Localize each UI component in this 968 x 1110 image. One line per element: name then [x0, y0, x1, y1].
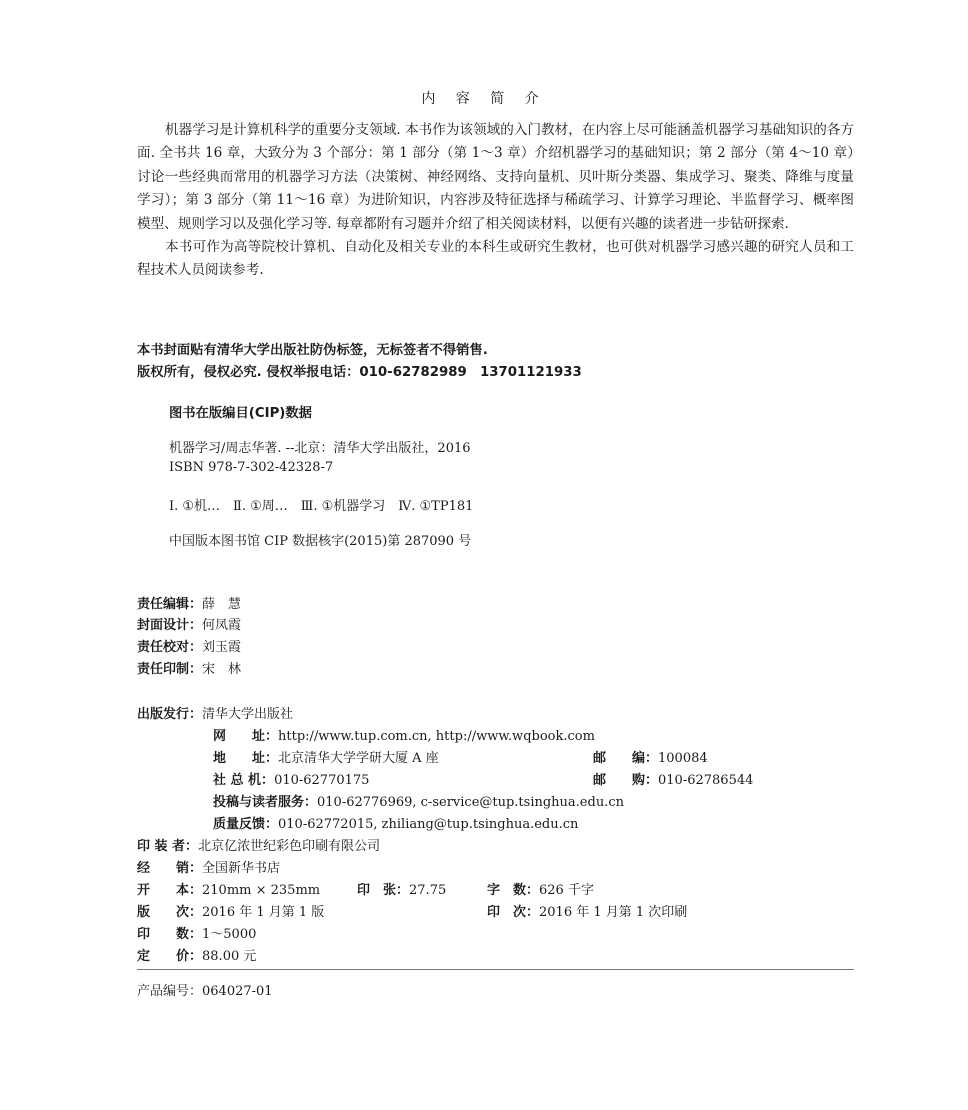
format-value: 210mm × 235mm	[202, 883, 321, 898]
zip-value: 100084	[658, 751, 708, 766]
edition-value: 2016 年 1 月第 1 版	[202, 905, 325, 920]
product-code-row	[137, 980, 273, 999]
anti-counterfeit-notice: 本书封面贴有清华大学出版社防伪标签，无标签者不得销售.	[137, 343, 488, 358]
distributor-value: 全国新华书店	[202, 861, 281, 876]
product-code-label: 产品编号：	[137, 984, 203, 999]
zip-label: 邮 编：	[593, 751, 659, 766]
format-label: 开 本：	[137, 883, 203, 898]
mailorder-value: 010-62786544	[658, 773, 754, 788]
switchboard-label: 社 总 机：	[213, 773, 275, 788]
printing-row	[487, 901, 687, 920]
cip-isbn: ISBN 978-7-302-42328-7	[169, 460, 334, 475]
copies-value: 1～5000	[202, 927, 257, 942]
staff-label: 责任校对：	[137, 640, 203, 655]
intro-paragraph-2: 本书可作为高等院校计算机、自动化及相关专业的本科生或研究生教材，也可供对机器学习感兴趣的研究人员和工程技术人员阅读参考.	[137, 239, 854, 279]
sheets-label: 印 张：	[357, 883, 410, 898]
distributor-label: 经 销：	[137, 861, 203, 876]
product-code-value: 064027-01	[202, 984, 273, 999]
cip-record-number: 中国版本图书馆 CIP 数据核字(2015)第 287090 号	[169, 534, 472, 549]
publisher-quality-row	[213, 813, 578, 832]
staff-cover-design	[137, 614, 241, 633]
divider-line	[137, 969, 854, 970]
publisher-name: 清华大学出版社	[202, 707, 294, 722]
website-label: 网 址：	[213, 729, 279, 744]
intro-paragraph-1: 机器学习是计算机科学的重要分支领域. 本书作为该领域的入门教材，在内容上尽可能涵盖机器学习基础知识的各方面. 全书共 16 章，大致分为 3 个部分：第 1 部分（第 1～3 章）介绍机器学习的基础知识；第 2 部分（第 4～10 章）讨论一些经典而常用的机器学习方法（决策树、神经网络、支持向量机、贝叶斯分类器、集成学习、聚类、降维与度量学习）；第 3 部分（第 11～16 章）为进阶知识，内容涉及特征选择与稀疏学习、计算学习理论、半监督学习、概率图模型、规则学习以及强化学习等. 每章都附有习题并介绍了相关阅读材料，以便有兴趣的读者进一步钻研探索.	[137, 122, 854, 232]
switchboard-value: 010-62770175	[274, 773, 370, 788]
service-value: 010-62776969, c-service@tup.tsinghua.edu.cn	[317, 795, 624, 810]
quality-label: 质量反馈：	[213, 817, 279, 832]
sheets-value: 27.75	[409, 883, 447, 898]
publisher-label: 出版发行：	[137, 707, 203, 722]
printer-value: 北京亿浓世纪彩色印刷有限公司	[198, 839, 381, 854]
price-value: 88.00 元	[202, 949, 257, 964]
printing-value: 2016 年 1 月第 1 次印刷	[539, 905, 688, 920]
printer-row	[137, 835, 380, 854]
staff-proofreader	[137, 636, 241, 655]
staff-label: 封面设计：	[137, 618, 203, 633]
word-count-row	[487, 879, 594, 898]
intro-body	[137, 119, 854, 283]
mailorder-label: 邮 购：	[593, 773, 659, 788]
cip-title-line: 机器学习/周志华著. --北京：清华大学出版社，2016	[169, 441, 471, 456]
staff-value: 薛 慧	[202, 597, 242, 612]
publisher-website-row	[213, 725, 595, 744]
staff-editor	[137, 593, 241, 612]
address-label: 地 址：	[213, 751, 279, 766]
cip-classification: Ⅰ. ①机… Ⅱ. ①周… Ⅲ. ①机器学习 Ⅳ. ①TP181	[169, 499, 474, 514]
publisher-row	[137, 703, 293, 722]
publisher-mailorder-row	[593, 769, 753, 788]
publisher-service-row	[213, 791, 624, 810]
staff-printing	[137, 658, 241, 677]
staff-label: 责任印制：	[137, 662, 203, 677]
copies-label: 印 数：	[137, 927, 203, 942]
price-label: 定 价：	[137, 949, 203, 964]
distributor-row	[137, 857, 280, 876]
staff-value: 宋 林	[202, 662, 242, 677]
word-count-value: 626 千字	[539, 883, 594, 898]
publisher-switchboard-row	[213, 769, 369, 788]
copies-row	[137, 923, 256, 942]
staff-label: 责任编辑：	[137, 597, 203, 612]
printer-label: 印 装 者：	[137, 839, 199, 854]
sheets-row	[357, 879, 446, 898]
publisher-zip-row	[593, 747, 708, 766]
word-count-label: 字 数：	[487, 883, 540, 898]
price-row	[137, 945, 256, 964]
edition-row	[137, 901, 324, 920]
website-value: http://www.tup.com.cn, http://www.wqbook.com	[278, 729, 595, 744]
staff-value: 何凤霞	[202, 618, 242, 633]
address-value: 北京清华大学学研大厦 A 座	[278, 751, 439, 766]
format-row	[137, 879, 320, 898]
quality-value: 010-62772015, zhiliang@tup.tsinghua.edu.cn	[278, 817, 579, 832]
publisher-address-row	[213, 747, 439, 766]
cip-heading: 图书在版编目(CIP)数据	[169, 406, 312, 421]
service-label: 投稿与读者服务：	[213, 795, 318, 810]
intro-title: 内 容 简 介	[421, 91, 547, 107]
edition-label: 版 次：	[137, 905, 203, 920]
copyright-notice: 版权所有，侵权必究. 侵权举报电话：010-62782989 13701121933	[137, 365, 582, 380]
staff-value: 刘玉霞	[202, 640, 242, 655]
printing-label: 印 次：	[487, 905, 540, 920]
